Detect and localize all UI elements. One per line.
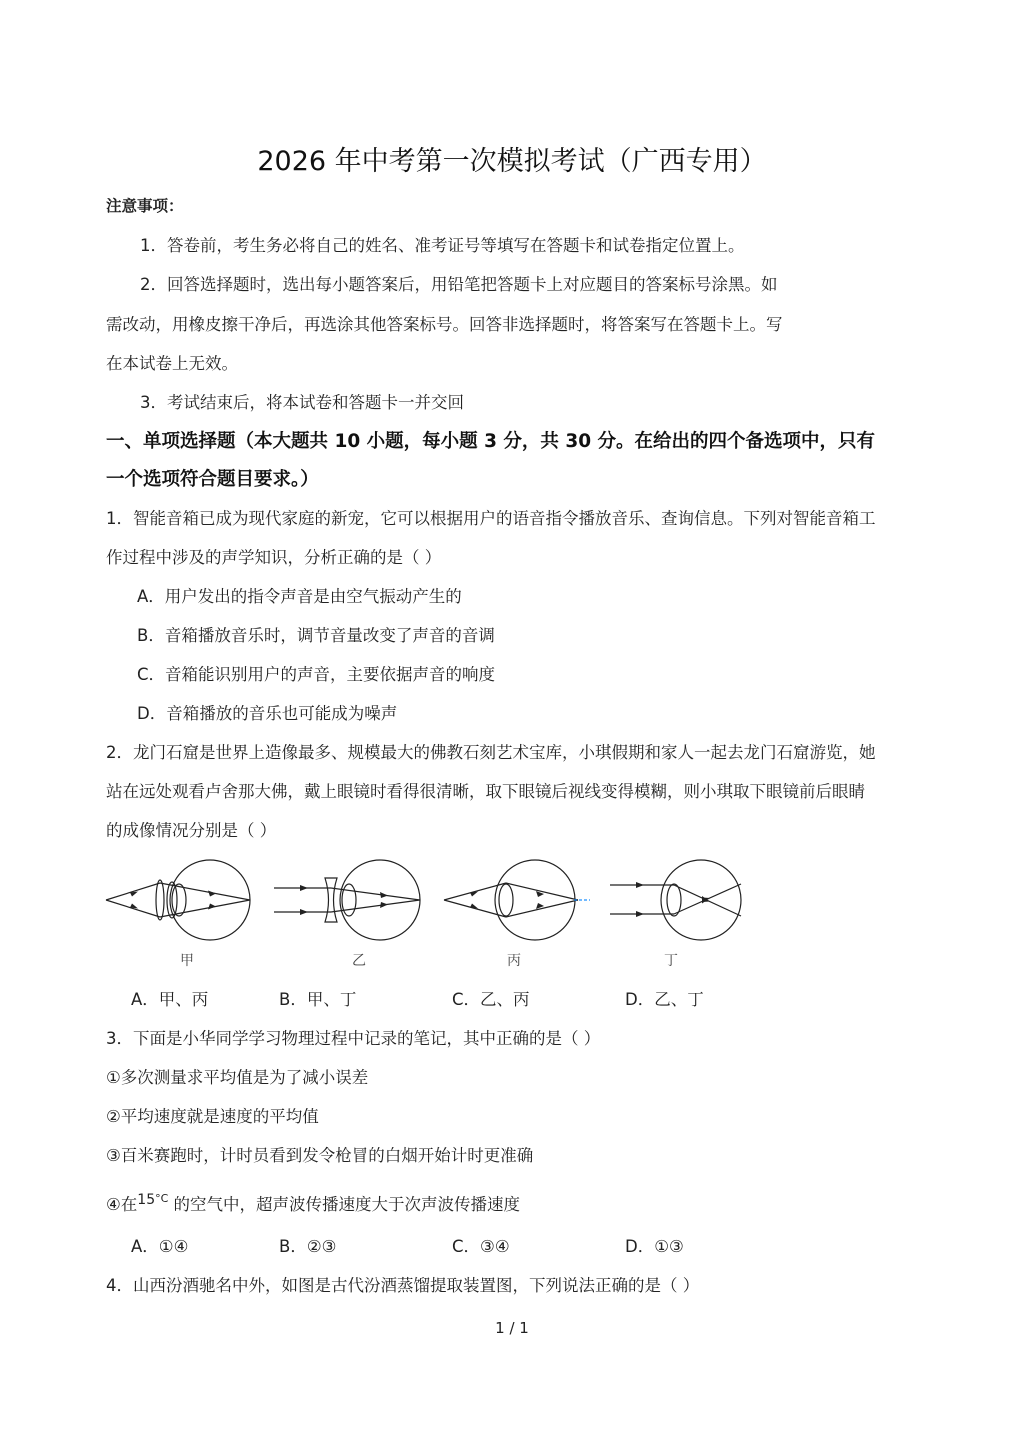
- q1-option-c: C．音箱能识别用户的声音，主要依据声音的响度: [137, 665, 496, 684]
- notice-heading: 注意事项：: [106, 197, 184, 215]
- diagram-caption-bing: 丙: [507, 953, 521, 969]
- q1-option-d: D．音箱播放的音乐也可能成为噪声: [137, 704, 398, 723]
- q3-statement-4-prefix: ④在: [106, 1195, 138, 1214]
- section-heading-line-2: 一个选项符合题目要求。）: [106, 469, 319, 490]
- temperature-unit: °C: [155, 1192, 169, 1205]
- diagram-caption-yi: 乙: [352, 953, 366, 969]
- q1-stem-line-2: 作过程中涉及的声学知识，分析正确的是（ ）: [106, 548, 442, 567]
- eye-diagram-jia: [100, 856, 260, 946]
- q2-stem-line-2: 站在远处观看卢舍那大佛，戴上眼镜时看得很清晰，取下眼镜后视线变得模糊，则小琪取下眼镜前后眼睛: [106, 782, 865, 801]
- notice-item-2-line-3: 在本试卷上无效。: [106, 354, 238, 373]
- q3-statement-4: [106, 1192, 521, 1217]
- q3-option-d: D．①③: [625, 1237, 684, 1256]
- q2-option-b: B．甲、丁: [279, 990, 357, 1009]
- q2-option-c: C．乙、丙: [452, 990, 530, 1009]
- q3-statement-1: ①多次测量求平均值是为了减小误差: [106, 1068, 369, 1087]
- q1-option-a: A．用户发出的指令声音是由空气振动产生的: [137, 587, 462, 606]
- q2-stem-line-1: 2．龙门石窟是世界上造像最多、规模最大的佛教石刻艺术宝库，小琪假期和家人一起去龙门石窟游览，她: [106, 743, 876, 762]
- q3-statement-2: ②平均速度就是速度的平均值: [106, 1107, 319, 1126]
- page-number: 1 / 1: [495, 1319, 529, 1337]
- eye-diagram-yi: [270, 856, 430, 946]
- q3-stem: 3．下面是小华同学学习物理过程中记录的笔记，其中正确的是（ ）: [106, 1029, 601, 1048]
- temperature-value: 15: [137, 1192, 156, 1208]
- eye-diagram-ding: [606, 856, 766, 946]
- notice-item-2-line-1: 2．回答选择题时，选出每小题答案后，用铅笔把答题卡上对应题目的答案标号涂黑。如: [140, 275, 778, 294]
- q2-option-d: D．乙、丁: [625, 990, 704, 1009]
- q3-option-c: C．③④: [452, 1237, 510, 1256]
- q3-statement-3: ③百米赛跑时，计时员看到发令枪冒的白烟开始计时更准确: [106, 1146, 534, 1165]
- notice-item-1: 1．答卷前，考生务必将自己的姓名、准考证号等填写在答题卡和试卷指定位置上。: [140, 236, 745, 255]
- q3-option-b: B．②③: [279, 1237, 337, 1256]
- q2-stem-line-3: 的成像情况分别是（ ）: [106, 821, 277, 840]
- q3-statement-4-suffix: 的空气中，超声波传播速度大于次声波传播速度: [168, 1195, 521, 1214]
- q4-stem: 4．山西汾酒驰名中外，如图是古代汾酒蒸馏提取装置图，下列说法正确的是（ ）: [106, 1276, 700, 1295]
- q2-option-a: A．甲、丙: [131, 990, 209, 1009]
- q1-option-b: B．音箱播放音乐时，调节音量改变了声音的音调: [137, 626, 495, 645]
- q1-stem-line-1: 1．智能音箱已成为现代家庭的新宠，它可以根据用户的语音指令播放音乐、查询信息。下列对智能音箱工: [106, 509, 876, 528]
- page-title: 2026 年中考第一次模拟考试（广西专用）: [257, 146, 767, 177]
- diagram-caption-ding: 丁: [664, 953, 678, 969]
- notice-item-3: 3．考试结束后，将本试卷和答题卡一并交回: [140, 393, 464, 412]
- notice-item-2-line-2: 需改动，用橡皮擦干净后，再选涂其他答案标号。回答非选择题时，将答案写在答题卡上。写: [106, 315, 783, 334]
- diagram-caption-jia: 甲: [180, 953, 194, 969]
- eye-diagram-bing: [440, 856, 600, 946]
- section-heading-line-1: 一、单项选择题（本大题共 10 小题，每小题 3 分，共 30 分。在给出的四个备选项中，只有: [106, 431, 876, 452]
- q3-option-a: A．①④: [131, 1237, 189, 1256]
